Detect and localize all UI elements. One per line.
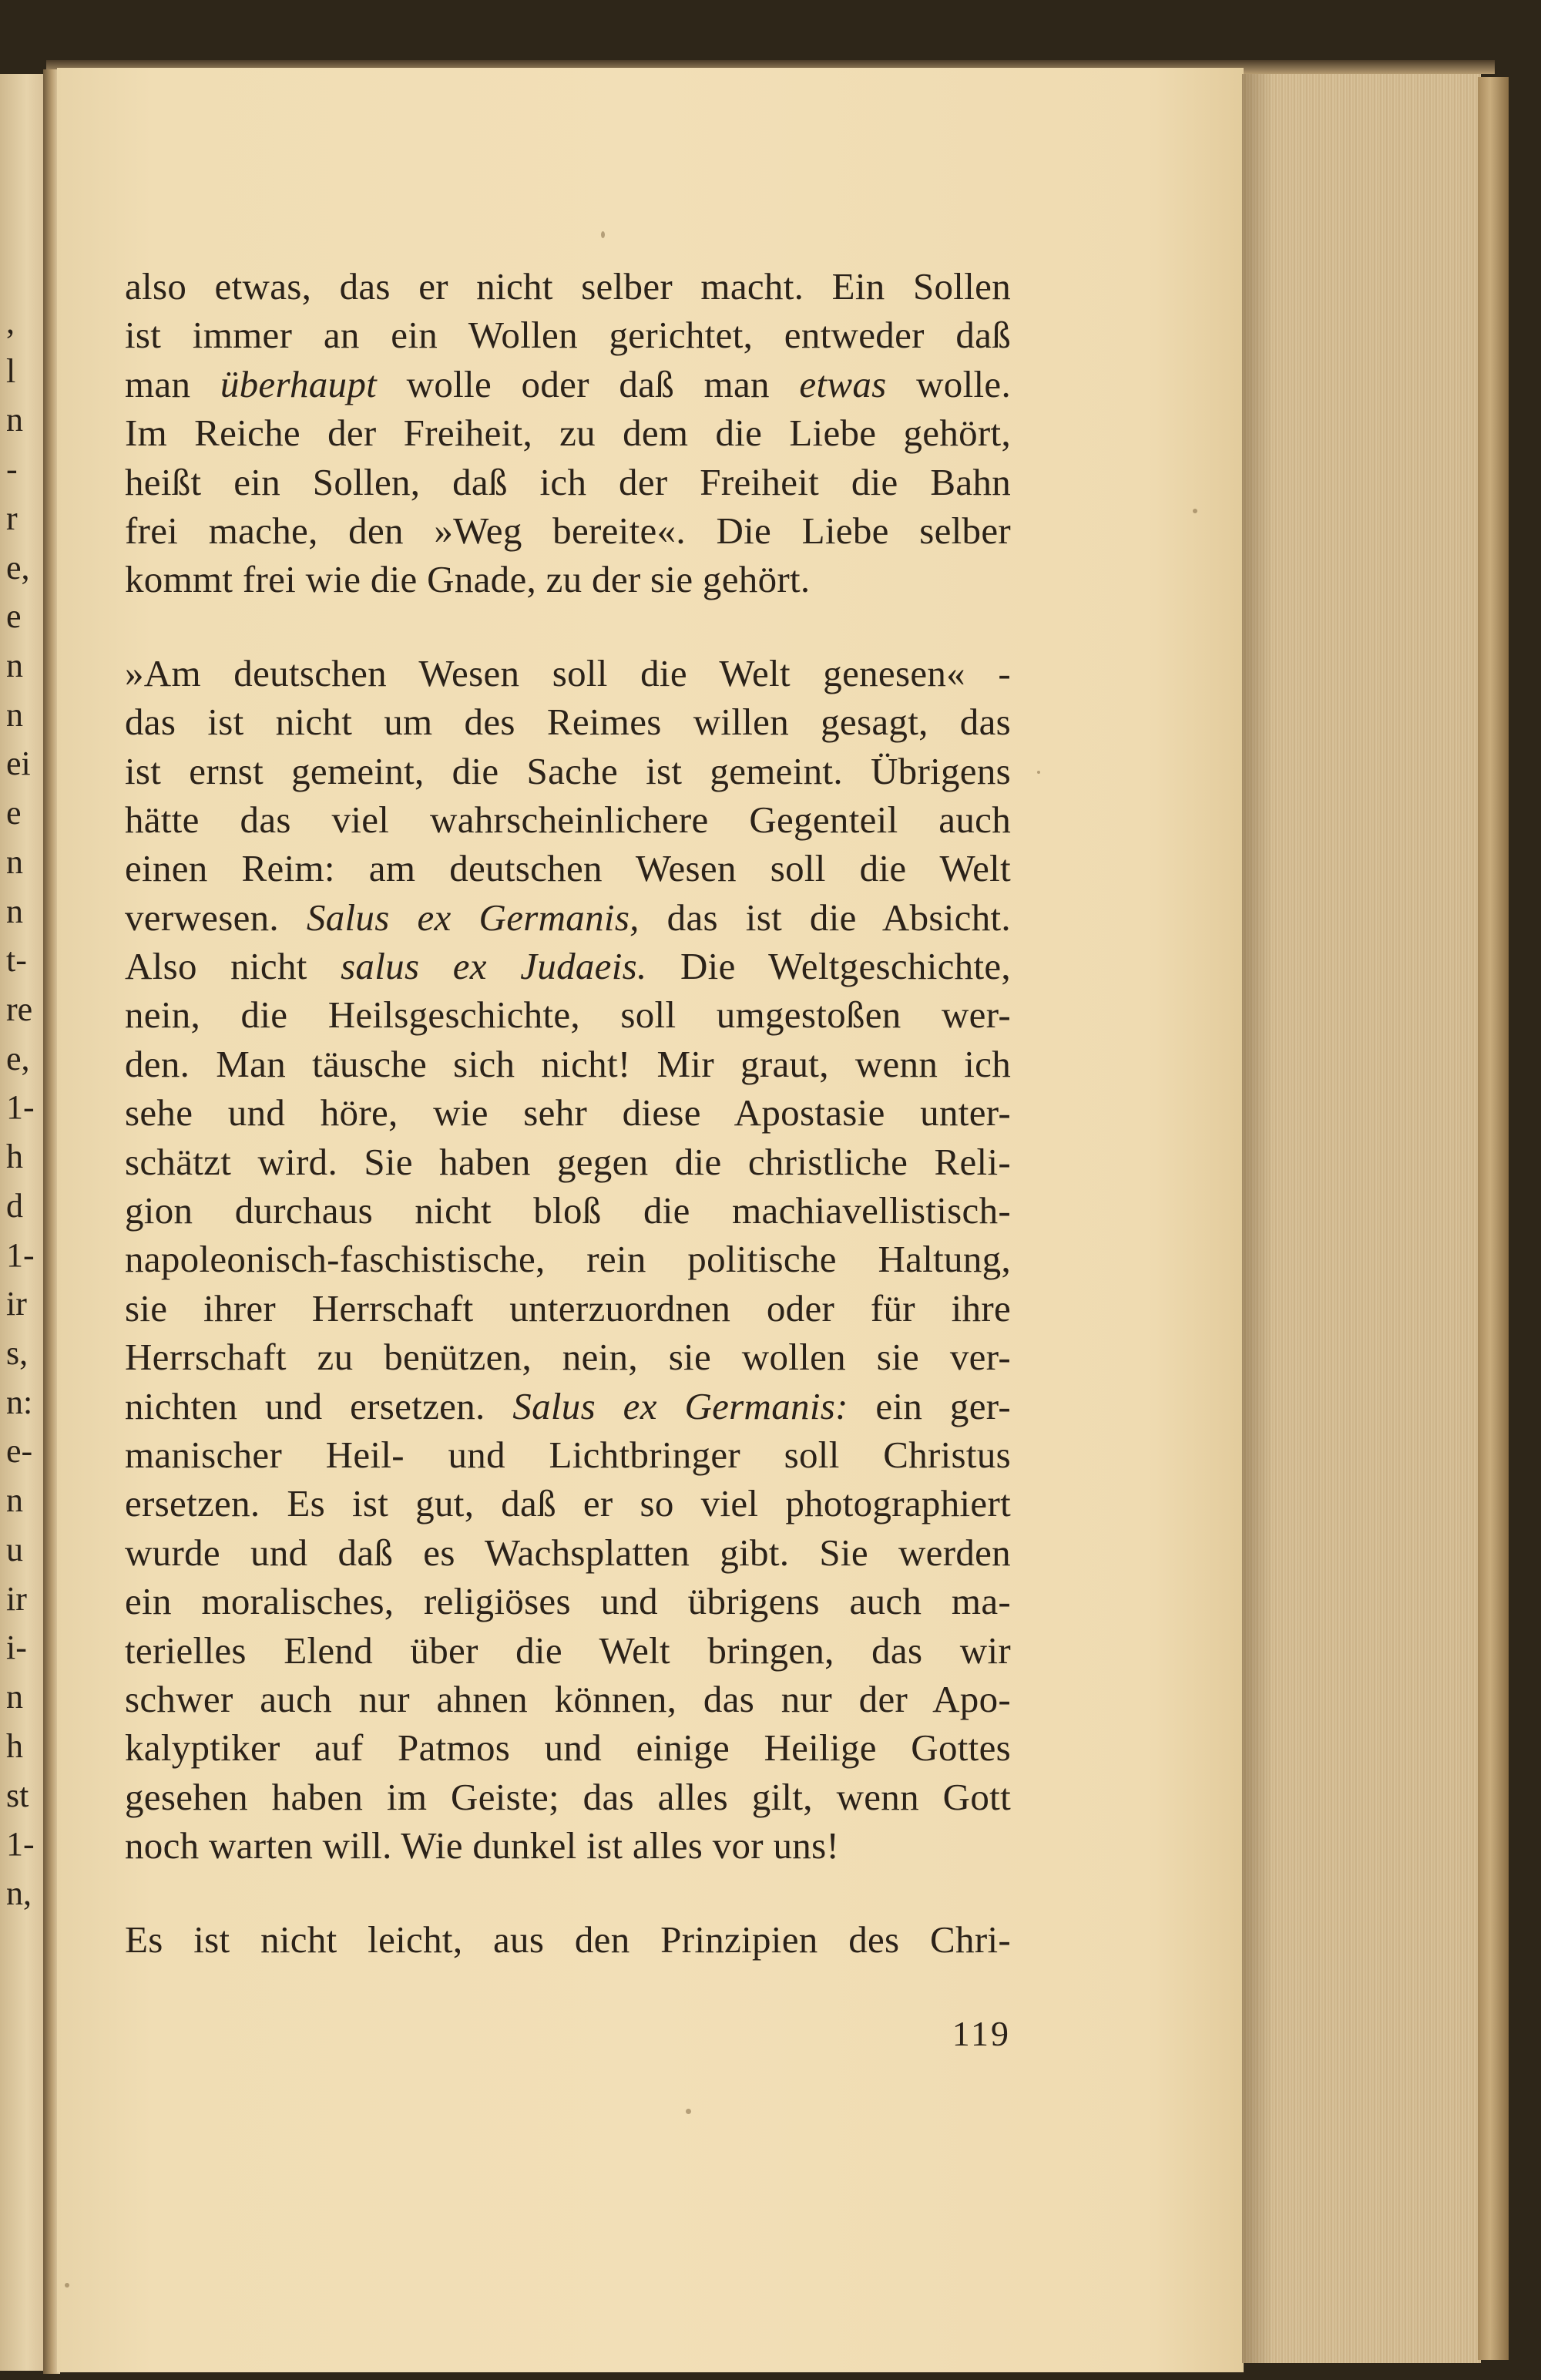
text-run: nichten und ersetzen. [125,1384,513,1427]
paper-speck [1193,509,1197,513]
paper-speck [1037,771,1040,774]
left-page-fragment: e, [6,1039,30,1077]
text-line [125,649,1011,698]
text-line [125,408,1011,457]
text-run: ein moralisches, religiöses und übrigens auch ma- [125,1580,1011,1623]
text-run: man [125,362,220,405]
text-run: wurde und daß es Wachsplatten gibt. Sie werden [125,1531,1011,1574]
text-run: schätzt wird. Sie haben gegen die christliche Reli- [125,1140,1011,1183]
page-number: 119 [952,2014,1011,2053]
text-line [125,311,1011,359]
left-page-fragment: e, [6,548,30,587]
text-run: manischer Heil- und Lichtbringer soll Christus [125,1433,1011,1476]
text-run: den. Man täusche sich nicht! Mir graut, wenn ich [125,1042,1011,1085]
text-run: kalyptiker auf Patmos und einige Heilige Gottes [125,1726,1011,1770]
text-run: gion durchaus nicht bloß die machiavellistisch- [125,1189,1011,1232]
left-page-fragment: s, [6,1334,29,1373]
text-line [125,1430,1011,1479]
text-run: wolle. [886,362,1012,405]
left-page-fragment: d [6,1186,23,1225]
left-page-fragment: n: [6,1383,33,1421]
text-line [125,1821,1011,1870]
text-line [125,1284,1011,1333]
left-page-fragment: ir [6,1285,27,1323]
text-line [125,506,1011,555]
text-line [125,1186,1011,1235]
paper-speck [65,2283,69,2288]
left-page-fragment: n [6,695,23,734]
italic-run: etwas [799,362,887,405]
left-page-fragment: e [6,794,22,832]
text-line [125,698,1011,746]
paragraph-gap [125,604,1011,649]
text-line [125,458,1011,506]
text-line [125,1333,1011,1381]
left-page-fragment: t- [6,941,27,980]
italic-run: Salus ex Germanis, [306,896,640,939]
text-line [125,747,1011,795]
paper-speck [686,2109,691,2114]
left-page-fragment: n [6,842,23,881]
paragraph [125,262,1011,604]
text-line [125,262,1011,311]
text-run: nein, die Heilsgeschichte, soll umgestoßen wer- [125,993,1011,1037]
left-page-fragment: i- [6,1629,27,1667]
cover-edge [1478,77,1509,2360]
text-line [125,893,1011,942]
text-line [125,1382,1011,1430]
left-page-fragment: , [6,303,15,341]
italic-run: überhaupt [220,362,378,405]
text-line [125,1675,1011,1723]
text-line [125,555,1011,603]
left-page-fragment: 1- [6,1088,35,1127]
text-run: gesehen haben im Geiste; das alles gilt, wenn Gott [125,1775,1011,1818]
italic-run: salus ex Judaeis. [341,945,647,988]
text-run: ein ger- [848,1384,1011,1427]
text-line [125,1479,1011,1528]
left-page-fragment: u [6,1530,23,1568]
text-run: heißt ein Sollen, daß ich der Freiheit die Bahn [125,460,1011,503]
text-run: einen Reim: am deutschen Wesen soll die Welt [125,847,1011,890]
left-page-fragment: re [6,990,33,1029]
text-line [125,990,1011,1039]
left-page-fragment: n [6,647,23,685]
left-page-fragment: l [6,351,16,390]
text-run: sehe und höre, wie sehr diese Apostasie unter- [125,1091,1011,1135]
text-line [125,795,1011,844]
text-run: Im Reiche der Freiheit, zu dem die Liebe gehört, [125,412,1011,455]
left-page-strip [0,74,45,2371]
text-run: sie ihrer Herrschaft unterzuordnen oder für ihre [125,1286,1011,1330]
text-line [125,1040,1011,1088]
italic-run: Salus ex Germanis: [512,1384,848,1427]
text-run: terielles Elend über die Welt bringen, das wir [125,1629,1011,1672]
left-page-fragment: n, [6,1874,32,1912]
text-run: Also nicht [125,945,341,988]
text-run: wolle oder daß man [377,362,800,405]
left-page-fragment: e- [6,1432,33,1471]
text-line [125,1235,1011,1283]
text-line [125,1528,1011,1577]
text-run: also etwas, das er nicht selber macht. Ein Sollen [125,265,1011,308]
text-run: napoleonisch-faschistische, rein politische Haltung, [125,1238,1011,1281]
left-page-fragment: ir [6,1579,27,1618]
paper-speck [601,231,605,238]
text-run: ist immer an ein Wollen gerichtet, entweder daß [125,314,1011,357]
left-page-fragment: 1- [6,1235,35,1274]
text-line [125,360,1011,408]
text-run: das ist die Absicht. [639,896,1011,939]
text-run: Es ist nicht leicht, aus den Prinzipien des Chri- [125,1918,1011,1961]
text-run: verwesen. [125,896,307,939]
left-page-fragment: st [6,1776,29,1814]
text-line [125,1773,1011,1821]
left-page-fragment: - [6,450,18,489]
page-block-edge [1242,74,1481,2363]
body-text [125,262,1011,1964]
text-run: Herrschaft zu benützen, nein, sie wollen sie ver- [125,1336,1011,1379]
text-run: das ist nicht um des Reimes willen gesagt, das [125,701,1011,744]
left-page-fragment: ei [6,745,31,783]
text-run: »Am deutschen Wesen soll die Welt genesen« - [125,651,1011,694]
text-line [125,1088,1011,1137]
left-page-fragment: n [6,1481,23,1520]
text-run: hätte das viel wahrscheinlichere Gegenteil auch [125,798,1011,841]
paragraph-gap [125,1871,1011,1915]
text-line [125,942,1011,990]
paragraph [125,1915,1011,1964]
page-edge-shadow [1242,74,1273,2363]
left-page-fragment: e [6,597,22,636]
left-page-fragment: h [6,1138,23,1176]
left-page-fragment: r [6,499,18,537]
left-page-fragment: n [6,401,23,439]
text-run: ist ernst gemeint, die Sache ist gemeint. Übrigens [125,749,1011,792]
left-page-fragment: 1- [6,1825,35,1864]
text-run: Die Weltgeschichte, [646,945,1011,988]
text-line [125,844,1011,892]
text-run: ersetzen. Es ist gut, daß er so viel photographiert [125,1482,1011,1525]
left-page-fragment: h [6,1726,23,1765]
text-line [125,1577,1011,1625]
text-run: noch warten will. Wie dunkel ist alles vor uns! [125,1824,840,1867]
left-page-fragment: n [6,1678,23,1716]
text-line [125,1915,1011,1964]
text-run: schwer auch nur ahnen können, das nur der Apo- [125,1677,1011,1720]
text-run: kommt frei wie die Gnade, zu der sie gehört. [125,558,811,601]
text-run: frei mache, den »Weg bereite«. Die Liebe selber [125,509,1011,552]
text-line [125,1138,1011,1186]
paragraph [125,649,1011,1871]
left-page-fragment: n [6,892,23,930]
text-line [125,1723,1011,1772]
text-line [125,1626,1011,1675]
